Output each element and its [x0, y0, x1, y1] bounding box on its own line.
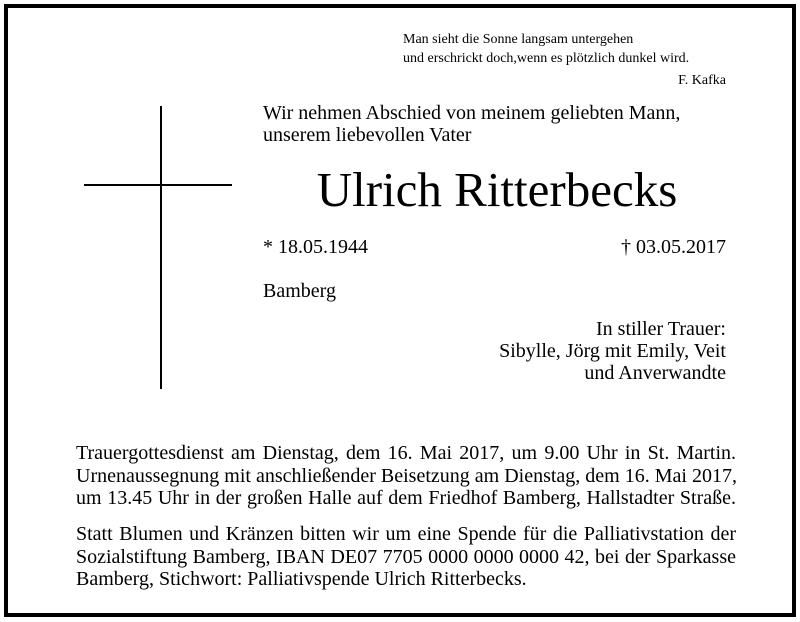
donation-line: Sozialstiftung Bamberg, IBAN DE07 7705 0000 0000 0000 42, bei der Sparkasse	[76, 545, 736, 568]
mourners-block	[499, 318, 726, 384]
hometown: Bamberg	[263, 280, 336, 302]
service-line: um 13.45 Uhr in der großen Halle auf dem Friedhof Bamberg, Hallstadter Straße.	[76, 487, 736, 509]
birth-date: * 18.05.1944	[263, 236, 368, 258]
quote-line: und erschrickt doch,wenn es plötzlich dunkel wird.	[403, 51, 690, 66]
kafka-quote	[403, 30, 689, 68]
cross-horizontal-bar	[84, 184, 232, 186]
obituary-notice	[4, 4, 796, 617]
mourners-line: und Anverwandte	[584, 362, 726, 384]
donation-line: Statt Blumen und Kränzen bitten wir um eine Spende für die Palliativstation der	[76, 523, 736, 545]
intro-line: Wir nehmen Abschied von meinem geliebten Mann,	[263, 102, 681, 124]
donation-line: Bamberg, Stichwort: Palliativspende Ulrich Ritterbecks.	[76, 568, 527, 590]
mourners-line: In stiller Trauer:	[596, 318, 726, 340]
deceased-name: Ulrich Ritterbecks	[316, 162, 678, 217]
intro-line: unserem liebevollen Vater	[263, 124, 472, 146]
funeral-service-info	[76, 442, 736, 510]
quote-author: F. Kafka	[678, 73, 726, 88]
service-line: Trauergottesdienst am Dienstag, dem 16. Mai 2017, um 9.00 Uhr in St. Martin.	[76, 442, 736, 464]
farewell-intro	[263, 102, 680, 146]
service-line: Urnenaussegnung mit anschließender Beisetzung am Dienstag, dem 16. Mai 2017,	[76, 464, 737, 487]
quote-line: Man sieht die Sonne langsam untergehen	[403, 32, 634, 47]
mourners-line: Sibylle, Jörg mit Emily, Veit	[499, 340, 726, 362]
donation-request	[76, 523, 736, 591]
death-date: † 03.05.2017	[621, 236, 726, 258]
cross-vertical-bar	[160, 106, 162, 389]
